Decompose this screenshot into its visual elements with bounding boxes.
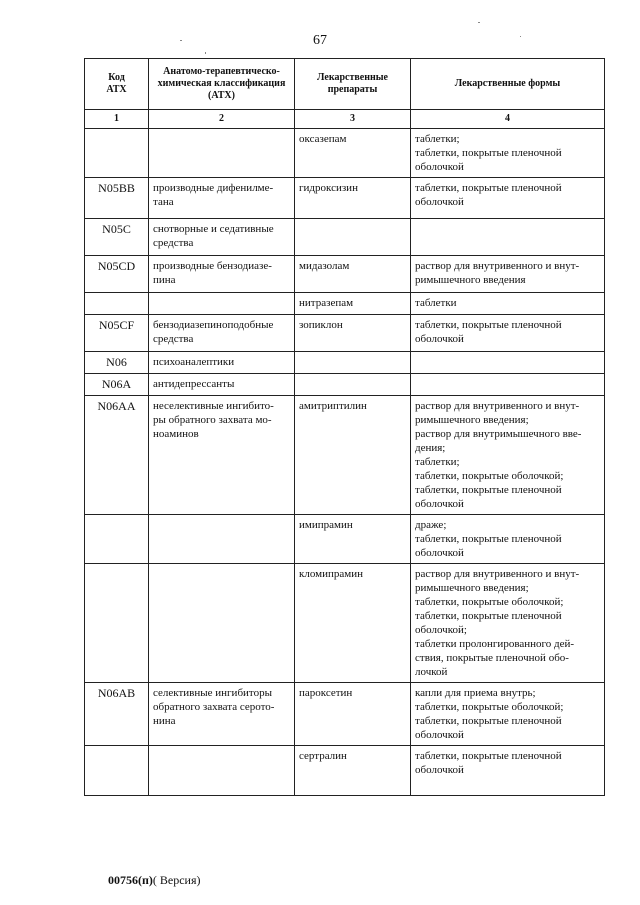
cell-code: N06AA xyxy=(85,396,149,515)
cell-forms: раствор для внутривенного и внут- римышечного введения; раствор для внутримышечного вве- дения; таблетки; таблетки, покрытые оболочкой; таблетки, покрытые пленочной оболочкой xyxy=(411,396,605,515)
table-body xyxy=(85,129,605,796)
cell-forms xyxy=(411,219,605,256)
cell-code xyxy=(85,129,149,178)
cell-forms: капли для приема внутрь; таблетки, покрытые оболочкой; таблетки, покрытые пленочной оболочкой xyxy=(411,683,605,746)
cell-drug: сертралин xyxy=(295,746,411,796)
cell-drug: амитриптилин xyxy=(295,396,411,515)
cell-forms: таблетки xyxy=(411,293,605,315)
table-row xyxy=(85,564,605,683)
page-number: 67 xyxy=(313,33,327,48)
cell-code: N06AB xyxy=(85,683,149,746)
cell-group xyxy=(149,515,295,564)
cell-drug: пароксетин xyxy=(295,683,411,746)
cell-group: антидепрессанты xyxy=(149,374,295,396)
cell-forms: драже; таблетки, покрытые пленочной оболочкой xyxy=(411,515,605,564)
footer-version-label: ( Версия) xyxy=(152,873,201,887)
cell-drug: зопиклон xyxy=(295,315,411,352)
table-row xyxy=(85,515,605,564)
table-row xyxy=(85,293,605,315)
table-row xyxy=(85,352,605,374)
cell-drug: нитразепам xyxy=(295,293,411,315)
cell-drug xyxy=(295,374,411,396)
table-row xyxy=(85,256,605,293)
column-number: 1 xyxy=(85,110,149,129)
cell-group: селективные ингибиторы обратного захвата серото- нина xyxy=(149,683,295,746)
cell-group: психоаналептики xyxy=(149,352,295,374)
cell-drug: кломипрамин xyxy=(295,564,411,683)
cell-code: N05CD xyxy=(85,256,149,293)
cell-code: N05BB xyxy=(85,178,149,219)
cell-group xyxy=(149,293,295,315)
table-row xyxy=(85,374,605,396)
cell-code: N06A xyxy=(85,374,149,396)
table-row xyxy=(85,315,605,352)
cell-forms: раствор для внутривенного и внут- римышечного введения; таблетки, покрытые оболочкой; таблетки, покрытые пленочной оболочкой; таблетки пролонгированного дей- ствия, покрытые пленочной обо- лочкой xyxy=(411,564,605,683)
footer-doc-code: 00756(п) xyxy=(108,873,153,887)
cell-group: бензодиазепиноподобные средства xyxy=(149,315,295,352)
atx-classification-table xyxy=(84,58,605,796)
cell-forms: таблетки, покрытые пленочной оболочкой xyxy=(411,746,605,796)
cell-code: N05CF xyxy=(85,315,149,352)
column-number: 3 xyxy=(295,110,411,129)
table-row xyxy=(85,683,605,746)
table-row xyxy=(85,178,605,219)
cell-drug: имипрамин xyxy=(295,515,411,564)
cell-drug: гидроксизин xyxy=(295,178,411,219)
column-number: 2 xyxy=(149,110,295,129)
scan-speck xyxy=(478,22,480,23)
cell-code xyxy=(85,515,149,564)
cell-code xyxy=(85,564,149,683)
cell-group: производные бензодиазе- пина xyxy=(149,256,295,293)
cell-forms xyxy=(411,352,605,374)
cell-drug xyxy=(295,219,411,256)
table-header xyxy=(85,59,605,129)
cell-code: N06 xyxy=(85,352,149,374)
cell-drug: оксазепам xyxy=(295,129,411,178)
cell-code xyxy=(85,746,149,796)
scan-speck xyxy=(205,52,206,54)
cell-group: производные дифенилме- тана xyxy=(149,178,295,219)
header-forms: Лекарственные формы xyxy=(411,59,605,110)
cell-forms: таблетки, покрытые пленочной оболочкой xyxy=(411,178,605,219)
cell-group: неселективные ингибито- ры обратного захвата мо- ноаминов xyxy=(149,396,295,515)
table-row xyxy=(85,396,605,515)
column-number-row xyxy=(85,110,605,129)
cell-group xyxy=(149,564,295,683)
header-code: Код АТХ xyxy=(85,59,149,110)
cell-forms: таблетки, покрытые пленочной оболочкой xyxy=(411,315,605,352)
cell-code: N05C xyxy=(85,219,149,256)
cell-code xyxy=(85,293,149,315)
header-classification: Анатомо-терапевтическо- химическая классификация (АТХ) xyxy=(149,59,295,110)
document-footer xyxy=(108,873,201,888)
table-row xyxy=(85,129,605,178)
cell-forms: таблетки; таблетки, покрытые пленочной оболочкой xyxy=(411,129,605,178)
cell-group xyxy=(149,746,295,796)
cell-forms xyxy=(411,374,605,396)
cell-group: снотворные и седативные средства xyxy=(149,219,295,256)
column-number: 4 xyxy=(411,110,605,129)
cell-drug: мидазолам xyxy=(295,256,411,293)
header-drugs: Лекарственные препараты xyxy=(295,59,411,110)
table-row xyxy=(85,746,605,796)
table-row xyxy=(85,219,605,256)
cell-group xyxy=(149,129,295,178)
cell-forms: раствор для внутривенного и внут- римышечного введения xyxy=(411,256,605,293)
cell-drug xyxy=(295,352,411,374)
